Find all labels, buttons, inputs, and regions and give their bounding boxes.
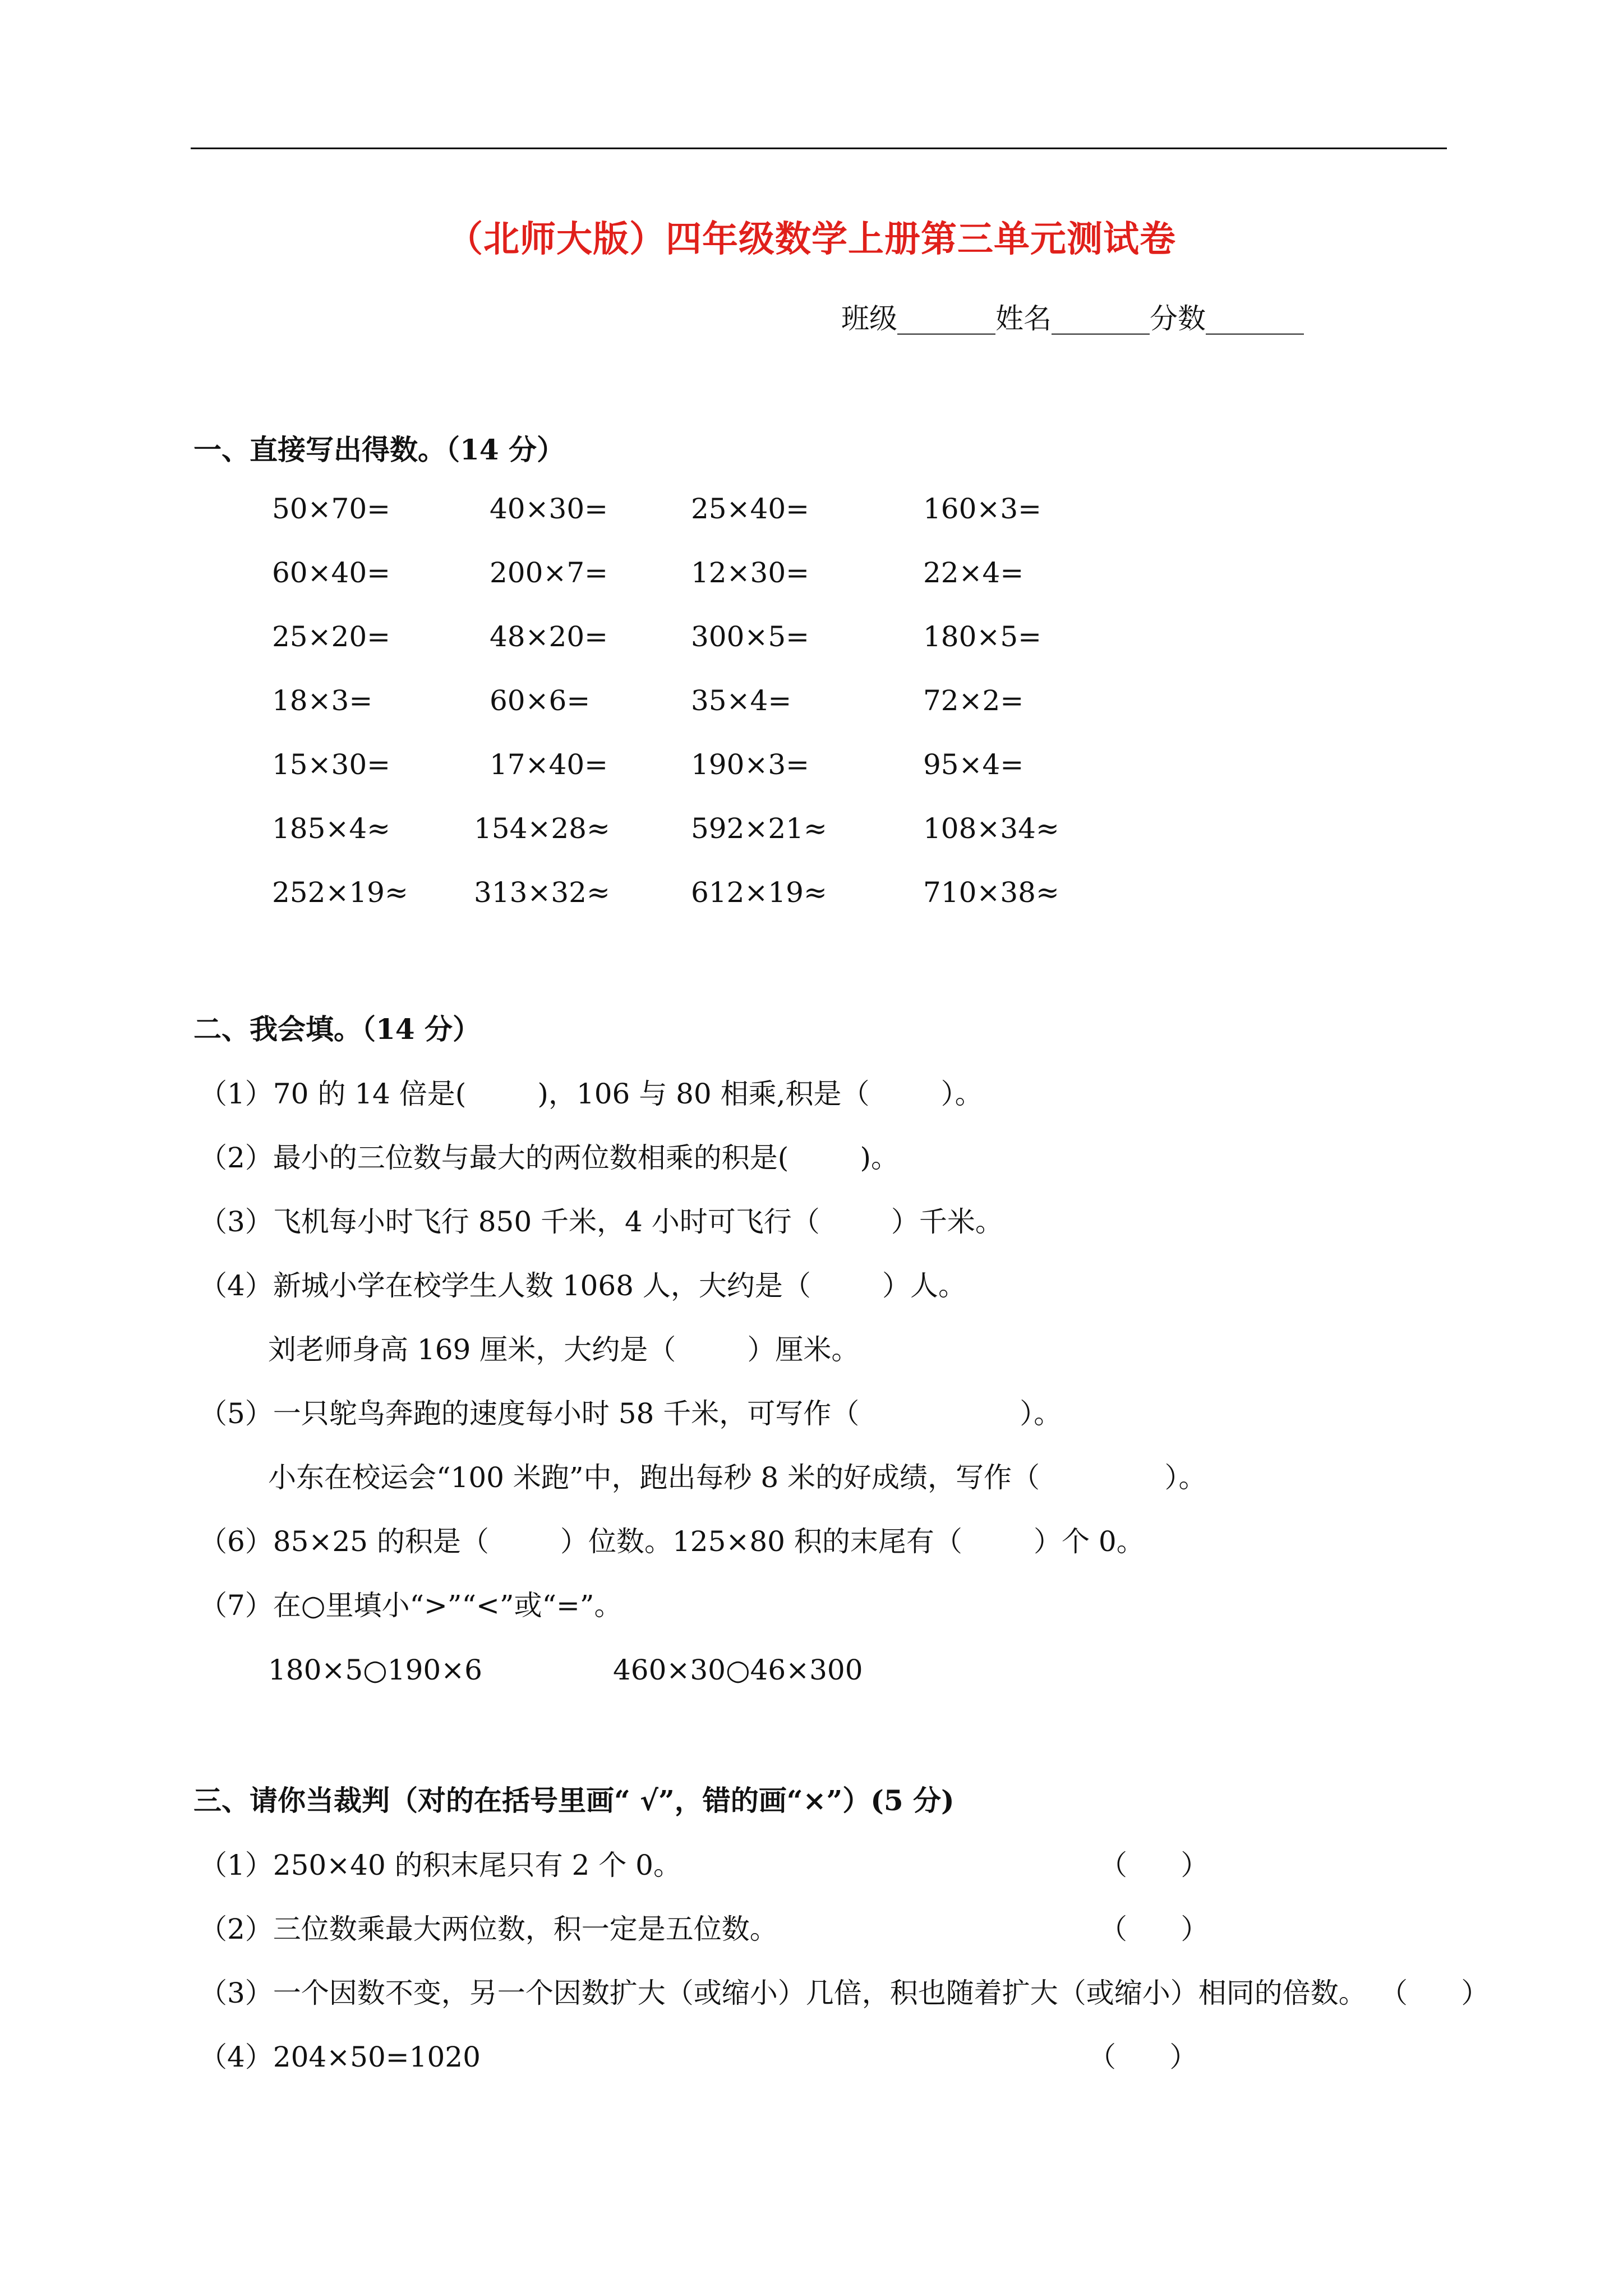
judge-item-3: （3）一个因数不变，另一个因数扩大（或缩小）几倍，积也随着扩大（或缩小）相同的倍数。 <box>199 1977 1367 2009</box>
compare-item: 180×5○190×6 <box>268 1654 482 1686</box>
calc-item: 18×3= <box>272 684 373 717</box>
calc-item: 300×5= <box>691 620 810 653</box>
calc-item: 50×70= <box>272 493 391 525</box>
calc-item: 22×4= <box>923 556 1024 589</box>
fill-item-4b: 刘老师身高 169 厘米，大约是（ ）厘米。 <box>268 1333 860 1366</box>
judge-paren-1: （ ） <box>1099 1849 1209 1881</box>
fill-item-4: （4）新城小学在校学生人数 1068 人，大约是（ ）人。 <box>199 1269 966 1302</box>
calc-item: 252×19≈ <box>272 876 408 909</box>
calc-item: 25×40= <box>691 493 810 525</box>
calc-item: 17×40= <box>490 748 608 781</box>
fill-item-7: （7）在○里填小“>”“<”或“=”。 <box>199 1589 623 1622</box>
calc-item: 25×20= <box>272 620 391 653</box>
calc-item: 35×4= <box>691 684 792 717</box>
judge-paren-4: （ ） <box>1088 2041 1198 2073</box>
calc-item: 710×38≈ <box>923 876 1059 909</box>
header-rule <box>191 148 1447 149</box>
section-2-heading: 二、我会填。（14 分） <box>193 1013 481 1046</box>
calc-item: 15×30= <box>272 748 391 781</box>
calc-item: 313×32≈ <box>474 876 610 909</box>
student-info-line: 班级_______姓名_______分数_______ <box>841 302 1304 335</box>
judge-item-1: （1）250×40 的积末尾只有 2 个 0。 <box>199 1849 681 1881</box>
calc-item: 612×19≈ <box>691 876 827 909</box>
fill-item-5b: 小东在校运会“100 米跑”中，跑出每秒 8 米的好成绩，写作（ ）。 <box>268 1461 1207 1494</box>
calc-item: 40×30= <box>490 493 608 525</box>
section-1-heading: 一、直接写出得数。（14 分） <box>193 433 565 466</box>
calc-item: 72×2= <box>923 684 1024 717</box>
fill-item-2: （2）最小的三位数与最大的两位数相乘的积是( )。 <box>199 1142 899 1174</box>
judge-item-4: （4）204×50=1020 <box>199 2041 481 2073</box>
calc-item: 190×3= <box>691 748 810 781</box>
calc-item: 12×30= <box>691 556 810 589</box>
fill-item-3: （3）飞机每小时飞行 850 千米，4 小时可飞行（ ）千米。 <box>199 1205 1003 1238</box>
calc-item: 185×4≈ <box>272 812 391 845</box>
calc-item: 154×28≈ <box>474 812 610 845</box>
calc-item: 95×4= <box>923 748 1024 781</box>
fill-item-6: （6）85×25 的积是（ ）位数。125×80 积的末尾有（ ）个 0。 <box>199 1525 1145 1558</box>
judge-item-2: （2）三位数乘最大两位数，积一定是五位数。 <box>199 1913 778 1945</box>
fill-item-1: （1）70 的 14 倍是( )，106 与 80 相乘,积是（ ）。 <box>199 1078 983 1110</box>
fill-item-5: （5）一只鸵鸟奔跑的速度每小时 58 千米，可写作（ ）。 <box>199 1397 1062 1430</box>
calc-item: 160×3= <box>923 493 1042 525</box>
section-3-heading: 三、请你当裁判（对的在括号里画“ √”，错的画“×”）(5 分) <box>193 1784 955 1817</box>
judge-paren-3: （ ） <box>1380 1977 1490 2009</box>
calc-item: 108×34≈ <box>923 812 1059 845</box>
compare-item: 460×30○46×300 <box>613 1654 863 1686</box>
calc-item: 60×40= <box>272 556 391 589</box>
calc-item: 200×7= <box>490 556 608 589</box>
calc-item: 592×21≈ <box>691 812 827 845</box>
calc-item: 180×5= <box>923 620 1042 653</box>
calc-item: 48×20= <box>490 620 608 653</box>
page-title: （北师大版）四年级数学上册第三单元测试卷 <box>447 218 1176 260</box>
calc-item: 60×6= <box>490 684 591 717</box>
judge-paren-2: （ ） <box>1099 1913 1209 1945</box>
